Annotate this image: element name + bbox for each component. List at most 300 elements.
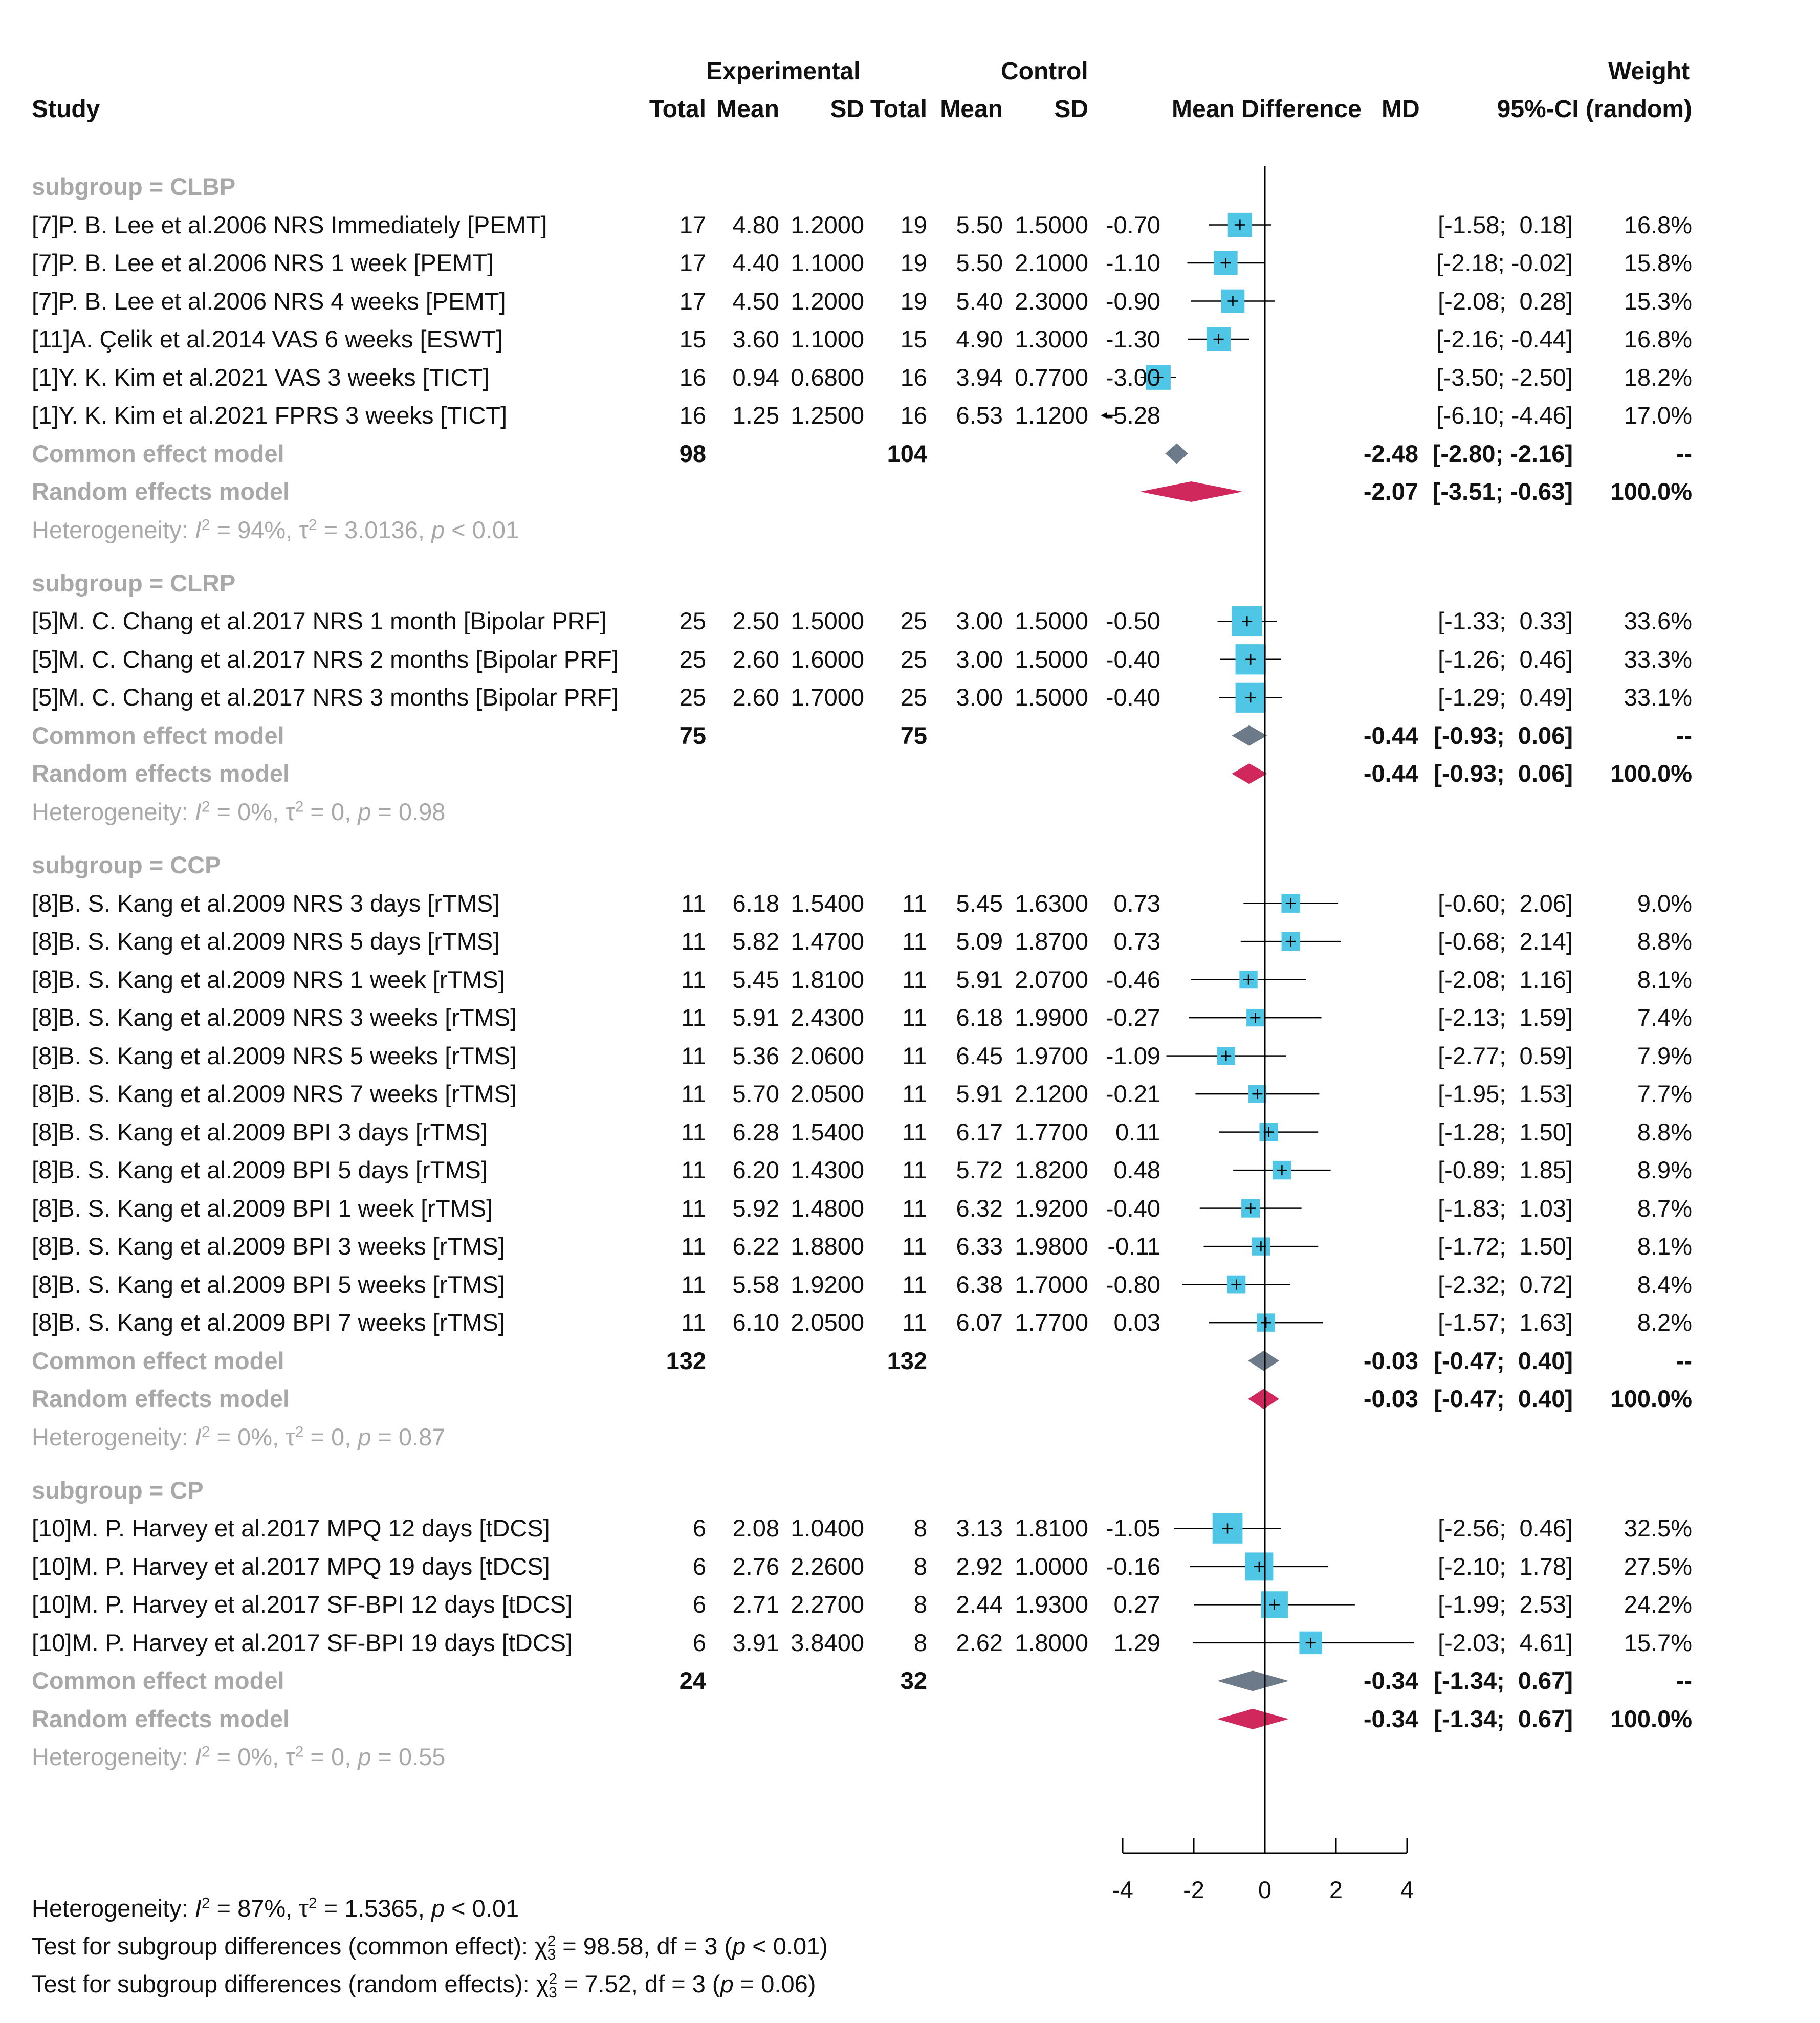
sd-e-cell: 1.0400 <box>791 1514 864 1542</box>
random-effects-diamond <box>1140 481 1242 502</box>
weight-cell: 8.1% <box>1637 965 1692 993</box>
md-cell: 1.29 <box>1113 1629 1160 1656</box>
md-header: MD <box>1382 96 1420 123</box>
mean-e-cell: 6.22 <box>732 1233 779 1260</box>
weight-cell: 33.3% <box>1624 645 1692 673</box>
mean-e-cell: 1.25 <box>732 402 779 429</box>
ci-cell: [-0.60; 2.06] <box>1438 889 1573 917</box>
md-cell: 0.73 <box>1113 889 1160 917</box>
weight-cell: 16.8% <box>1624 211 1692 238</box>
study-name: [1]Y. K. Kim et al.2021 VAS 3 weeks [TICT] <box>32 363 490 391</box>
mean-c-cell: 5.91 <box>956 965 1003 993</box>
total-e-header: Total <box>649 96 706 123</box>
sd-c-cell: 1.9800 <box>1015 1233 1088 1260</box>
total-e-cell: 11 <box>681 1270 706 1298</box>
mean-e-cell: 5.91 <box>732 1004 779 1031</box>
study-name: [8]B. S. Kang et al.2009 NRS 5 days [rTMS] <box>32 928 500 955</box>
weight-cell: 8.2% <box>1637 1309 1692 1336</box>
total-e-cell: 25 <box>679 684 706 711</box>
ci-cell: [-2.18; -0.02] <box>1436 249 1573 276</box>
md-cell: 0.48 <box>1113 1156 1160 1184</box>
mean-c-cell: 3.00 <box>956 684 1003 711</box>
mean-c-cell: 5.50 <box>956 211 1003 238</box>
ci-cell: [-1.28; 1.50] <box>1438 1118 1573 1146</box>
md-cell: -1.10 <box>1105 249 1160 276</box>
md-cell: -1.05 <box>1105 1514 1160 1542</box>
weight-cell: 7.7% <box>1637 1080 1692 1108</box>
sd-e-cell: 1.4800 <box>791 1194 864 1222</box>
study-name: [5]M. C. Chang et al.2017 NRS 2 months [Bipolar PRF] <box>32 645 619 673</box>
study-name: [7]P. B. Lee et al.2006 NRS 4 weeks [PEMT] <box>32 287 506 315</box>
sd-c-cell: 1.8100 <box>1015 1514 1088 1542</box>
random-effects-diamond <box>1217 1709 1289 1729</box>
sd-e-cell: 1.5400 <box>791 889 864 917</box>
common-total-c: 32 <box>900 1667 927 1695</box>
mean-e-cell: 2.76 <box>732 1552 779 1580</box>
weight-cell: 8.1% <box>1637 1233 1692 1260</box>
weight-cell: 24.2% <box>1624 1591 1692 1618</box>
weight-cell: 17.0% <box>1624 402 1692 429</box>
study-name: [1]Y. K. Kim et al.2021 FPRS 3 weeks [TICT] <box>32 402 508 429</box>
x-tick-label: -2 <box>1183 1876 1204 1903</box>
mean-c-cell: 5.45 <box>956 889 1003 917</box>
random-weight: 100.0% <box>1610 478 1692 505</box>
common-total-e: 24 <box>679 1667 706 1695</box>
md-cell: 0.03 <box>1113 1309 1160 1336</box>
total-e-cell: 11 <box>681 965 706 993</box>
random-md: -0.44 <box>1363 760 1418 787</box>
sd-e-cell: 0.6800 <box>791 363 864 391</box>
md-cell: -0.70 <box>1105 211 1160 238</box>
common-total-c: 132 <box>887 1347 927 1374</box>
mean-e-cell: 3.60 <box>732 325 779 353</box>
weight-cell: 15.7% <box>1624 1629 1692 1656</box>
random-weight: 100.0% <box>1610 760 1692 787</box>
md-cell: -0.40 <box>1105 645 1160 673</box>
sd-e-cell: 1.5000 <box>791 607 864 635</box>
study-name: [7]P. B. Lee et al.2006 NRS Immediately [PEMT] <box>32 211 547 238</box>
subgroup-test-common: Test for subgroup differences (common effect): $\chi^2_3 = 98.58$, df = 3 (p < 0.01) <box>32 1932 828 1964</box>
sd-c-cell: 1.9900 <box>1015 1004 1088 1031</box>
common-weight: -- <box>1676 1347 1692 1374</box>
x-tick-label: 2 <box>1329 1876 1343 1903</box>
overall-heterogeneity: Heterogeneity: $I^2 = 87\%$, $\tau^2 = 1.5365$, p < 0.01 <box>32 1895 519 1922</box>
subgroup-test-random: Test for subgroup differences (random effects): $\chi^2_3 = 7.52$, df = 3 (p = 0.06) <box>32 1970 816 2002</box>
mean-e-cell: 6.10 <box>732 1309 779 1336</box>
study-name: [8]B. S. Kang et al.2009 BPI 5 days [rTMS] <box>32 1156 488 1184</box>
mean-c-cell: 3.00 <box>956 645 1003 673</box>
sd-e-cell: 2.0500 <box>791 1080 864 1108</box>
total-c-cell: 11 <box>902 1004 927 1031</box>
sd-e-cell: 3.8400 <box>791 1629 864 1656</box>
random-effects-diamond <box>1248 1389 1279 1409</box>
total-c-cell: 11 <box>902 889 927 917</box>
ci-cell: [-1.58; 0.18] <box>1438 211 1573 238</box>
weight-cell: 16.8% <box>1624 325 1692 353</box>
common-ci: [-2.80; -2.16] <box>1432 439 1573 467</box>
sd-c-cell: 1.1200 <box>1015 402 1088 429</box>
common-md: -2.48 <box>1363 439 1418 467</box>
total-e-cell: 25 <box>679 645 706 673</box>
total-e-cell: 11 <box>681 1194 706 1222</box>
random-effects-label: Random effects model <box>32 1705 290 1732</box>
total-e-cell: 15 <box>679 325 706 353</box>
weight-cell: 9.0% <box>1637 889 1692 917</box>
mean-c-cell: 6.33 <box>956 1233 1003 1260</box>
ci-cell: [-1.99; 2.53] <box>1438 1591 1573 1618</box>
total-e-cell: 11 <box>681 928 706 955</box>
random-weight: 100.0% <box>1610 1385 1692 1413</box>
total-e-cell: 16 <box>679 402 706 429</box>
study-header: Study <box>32 96 100 123</box>
total-c-cell: 11 <box>902 1309 927 1336</box>
sd-e-cell: 1.1000 <box>791 325 864 353</box>
common-weight: -- <box>1676 439 1692 467</box>
subgroup-label: subgroup = CCP <box>32 851 221 879</box>
common-md: -0.03 <box>1363 1347 1418 1374</box>
study-name: [5]M. C. Chang et al.2017 NRS 3 months [Bipolar PRF] <box>32 684 619 711</box>
common-md: -0.34 <box>1363 1667 1418 1695</box>
common-total-e: 98 <box>679 439 706 467</box>
md-cell: -0.90 <box>1105 287 1160 315</box>
sd-e-cell: 1.2000 <box>791 211 864 238</box>
sd-c-header: SD <box>1054 96 1088 123</box>
mean-e-cell: 2.71 <box>732 1591 779 1618</box>
ci-cell: [-2.77; 0.59] <box>1438 1042 1573 1069</box>
total-e-cell: 16 <box>679 363 706 391</box>
mean-e-cell: 5.70 <box>732 1080 779 1108</box>
weight-cell: 15.3% <box>1624 287 1692 315</box>
sd-c-cell: 1.5000 <box>1015 645 1088 673</box>
weight-cell: 33.1% <box>1624 684 1692 711</box>
md-cell: -0.11 <box>1107 1233 1160 1260</box>
random-ci: [-3.51; -0.63] <box>1432 478 1573 505</box>
study-name: [8]B. S. Kang et al.2009 NRS 7 weeks [rTMS] <box>32 1080 517 1108</box>
weight-cell: 15.8% <box>1624 249 1692 276</box>
random-ci: [-0.47; 0.40] <box>1434 1385 1573 1413</box>
weight-cell: 7.9% <box>1637 1042 1692 1069</box>
weight-cell: 8.7% <box>1637 1194 1692 1222</box>
mean-e-cell: 2.60 <box>732 645 779 673</box>
study-name: [8]B. S. Kang et al.2009 NRS 5 weeks [rTMS] <box>32 1042 517 1069</box>
mean-e-cell: 6.18 <box>732 889 779 917</box>
study-name: [10]M. P. Harvey et al.2017 SF-BPI 12 days [tDCS] <box>32 1591 573 1618</box>
sd-c-cell: 1.9200 <box>1015 1194 1088 1222</box>
ci-cell: [-1.26; 0.46] <box>1438 645 1573 673</box>
study-name: [10]M. P. Harvey et al.2017 SF-BPI 19 days [tDCS] <box>32 1629 573 1656</box>
sd-c-cell: 0.7700 <box>1015 363 1088 391</box>
mean-c-cell: 2.92 <box>956 1552 1003 1580</box>
study-name: [8]B. S. Kang et al.2009 BPI 1 week [rTMS] <box>32 1194 493 1222</box>
mean-e-cell: 6.28 <box>732 1118 779 1146</box>
sd-e-cell: 1.2500 <box>791 402 864 429</box>
ci-cell: [-2.08; 0.28] <box>1438 287 1573 315</box>
weight-cell: 8.8% <box>1637 1118 1692 1146</box>
mean-e-cell: 2.60 <box>732 684 779 711</box>
sd-c-cell: 2.0700 <box>1015 965 1088 993</box>
mean-c-cell: 3.13 <box>956 1514 1003 1542</box>
total-c-cell: 11 <box>902 1156 927 1184</box>
subgroup-label: subgroup = CLRP <box>32 569 236 597</box>
total-c-cell: 19 <box>900 249 927 276</box>
sd-e-cell: 2.4300 <box>791 1004 864 1031</box>
total-c-cell: 15 <box>900 325 927 353</box>
random-ci: [-1.34; 0.67] <box>1434 1705 1573 1732</box>
random-md: -0.34 <box>1363 1705 1418 1732</box>
mean-e-cell: 0.94 <box>732 363 779 391</box>
mean-c-cell: 4.90 <box>956 325 1003 353</box>
study-name: [8]B. S. Kang et al.2009 BPI 5 weeks [rTMS] <box>32 1270 505 1298</box>
total-c-cell: 11 <box>902 1042 927 1069</box>
sd-e-cell: 1.8800 <box>791 1233 864 1260</box>
mean-c-cell: 5.72 <box>956 1156 1003 1184</box>
random-ci: [-0.93; 0.06] <box>1434 760 1573 787</box>
md-cell: -0.27 <box>1105 1004 1160 1031</box>
total-c-cell: 19 <box>900 211 927 238</box>
mean-e-cell: 4.50 <box>732 287 779 315</box>
sd-c-cell: 1.5000 <box>1015 607 1088 635</box>
sd-c-cell: 1.9300 <box>1015 1591 1088 1618</box>
weight-cell: 7.4% <box>1637 1004 1692 1031</box>
random-weight: 100.0% <box>1610 1705 1692 1732</box>
common-effect-diamond <box>1165 444 1188 464</box>
md-cell: -0.50 <box>1105 607 1160 635</box>
ci-header: 95%-CI (random) <box>1497 96 1692 123</box>
mean-e-cell: 5.45 <box>732 965 779 993</box>
mean-e-header: Mean <box>716 96 779 123</box>
sd-e-cell: 1.7000 <box>791 684 864 711</box>
common-effect-diamond <box>1217 1670 1289 1691</box>
sd-c-cell: 1.5000 <box>1015 684 1088 711</box>
subgroup-heterogeneity: Heterogeneity: $I^2 = 94\%$, $\tau^2 = 3.0136$, p < 0.01 <box>32 516 519 543</box>
random-effects-diamond <box>1232 763 1267 784</box>
mean-c-header: Mean <box>940 96 1003 123</box>
mean-e-cell: 5.92 <box>732 1194 779 1222</box>
sd-c-cell: 1.6300 <box>1015 889 1088 917</box>
sd-e-cell: 1.2000 <box>791 287 864 315</box>
sd-e-header: SD <box>830 96 864 123</box>
ci-cell: [-1.72; 1.50] <box>1438 1233 1573 1260</box>
md-cell: -0.40 <box>1105 1194 1160 1222</box>
mean-c-cell: 3.00 <box>956 607 1003 635</box>
study-name: [8]B. S. Kang et al.2009 BPI 7 weeks [rTMS] <box>32 1309 505 1336</box>
ci-cell: [-0.68; 2.14] <box>1438 928 1573 955</box>
common-total-c: 104 <box>887 439 927 467</box>
random-effects-label: Random effects model <box>32 1385 290 1413</box>
ci-cell: [-2.03; 4.61] <box>1438 1629 1573 1656</box>
mean-c-cell: 6.53 <box>956 402 1003 429</box>
total-e-cell: 11 <box>681 1309 706 1336</box>
ci-cell: [-1.95; 1.53] <box>1438 1080 1573 1108</box>
mean-c-cell: 2.44 <box>956 1591 1003 1618</box>
weight-header: Weight <box>1608 58 1690 85</box>
ci-cell: [-3.50; -2.50] <box>1436 363 1573 391</box>
total-e-cell: 11 <box>681 1233 706 1260</box>
study-name: [10]M. P. Harvey et al.2017 MPQ 12 days [tDCS] <box>32 1514 550 1542</box>
md-cell: -0.80 <box>1105 1270 1160 1298</box>
study-name: [7]P. B. Lee et al.2006 NRS 1 week [PEMT] <box>32 249 494 276</box>
sd-c-cell: 1.7000 <box>1015 1270 1088 1298</box>
total-c-cell: 16 <box>900 402 927 429</box>
weight-cell: 8.8% <box>1637 928 1692 955</box>
sd-c-cell: 1.0000 <box>1015 1552 1088 1580</box>
study-name: [8]B. S. Kang et al.2009 NRS 3 days [rTMS] <box>32 889 500 917</box>
mean-c-cell: 6.17 <box>956 1118 1003 1146</box>
mean-c-cell: 6.45 <box>956 1042 1003 1069</box>
mean-e-cell: 5.58 <box>732 1270 779 1298</box>
total-c-cell: 19 <box>900 287 927 315</box>
md-cell: -0.16 <box>1105 1552 1160 1580</box>
sd-e-cell: 2.2700 <box>791 1591 864 1618</box>
sd-e-cell: 1.4300 <box>791 1156 864 1184</box>
total-c-cell: 25 <box>900 684 927 711</box>
sd-e-cell: 1.5400 <box>791 1118 864 1146</box>
common-effect-diamond <box>1248 1351 1279 1371</box>
md-cell: 0.73 <box>1113 928 1160 955</box>
total-c-cell: 8 <box>913 1629 927 1656</box>
md-cell: -0.46 <box>1105 965 1160 993</box>
ci-cell: [-2.08; 1.16] <box>1438 965 1573 993</box>
sd-c-cell: 1.8200 <box>1015 1156 1088 1184</box>
mean-c-cell: 5.40 <box>956 287 1003 315</box>
weight-cell: 8.9% <box>1637 1156 1692 1184</box>
ci-cell: [-1.57; 1.63] <box>1438 1309 1573 1336</box>
ci-cell: [-2.13; 1.59] <box>1438 1004 1573 1031</box>
md-cell: -1.30 <box>1105 325 1160 353</box>
ci-cell: [-2.10; 1.78] <box>1438 1552 1573 1580</box>
common-total-e: 132 <box>666 1347 706 1374</box>
sd-c-cell: 2.1200 <box>1015 1080 1088 1108</box>
total-c-header: Total <box>870 96 927 123</box>
study-name: [8]B. S. Kang et al.2009 BPI 3 days [rTMS] <box>32 1118 488 1146</box>
mean-c-cell: 5.50 <box>956 249 1003 276</box>
total-c-cell: 11 <box>902 965 927 993</box>
x-tick-label: -4 <box>1112 1876 1133 1903</box>
total-e-cell: 25 <box>679 607 706 635</box>
mean-c-cell: 6.07 <box>956 1309 1003 1336</box>
total-e-cell: 11 <box>681 1118 706 1146</box>
x-tick-label: 0 <box>1258 1876 1272 1903</box>
sd-c-cell: 2.3000 <box>1015 287 1088 315</box>
experimental-header: Experimental <box>706 58 861 85</box>
total-e-cell: 11 <box>681 1156 706 1184</box>
total-c-cell: 8 <box>913 1514 927 1542</box>
weight-cell: 33.6% <box>1624 607 1692 635</box>
total-e-cell: 17 <box>679 249 706 276</box>
total-e-cell: 6 <box>692 1514 706 1542</box>
control-header: Control <box>1001 58 1088 85</box>
total-c-cell: 8 <box>913 1591 927 1618</box>
random-md: -0.03 <box>1363 1385 1418 1413</box>
ci-cell: [-2.32; 0.72] <box>1438 1270 1573 1298</box>
weight-cell: 18.2% <box>1624 363 1692 391</box>
study-name: [8]B. S. Kang et al.2009 BPI 3 weeks [rTMS] <box>32 1233 505 1260</box>
sd-c-cell: 1.7700 <box>1015 1118 1088 1146</box>
ci-cell: [-6.10; -4.46] <box>1436 402 1573 429</box>
common-effect-label: Common effect model <box>32 1347 284 1374</box>
total-e-cell: 11 <box>681 1004 706 1031</box>
x-tick-label: 4 <box>1400 1876 1414 1903</box>
mean-e-cell: 5.36 <box>732 1042 779 1069</box>
ci-cell: [-1.83; 1.03] <box>1438 1194 1573 1222</box>
mean-c-cell: 5.91 <box>956 1080 1003 1108</box>
mean-c-cell: 3.94 <box>956 363 1003 391</box>
common-effect-label: Common effect model <box>32 439 284 467</box>
sd-e-cell: 1.4700 <box>791 928 864 955</box>
ci-cell: [-2.56; 0.46] <box>1438 1514 1573 1542</box>
ci-cell: [-0.89; 1.85] <box>1438 1156 1573 1184</box>
total-c-cell: 8 <box>913 1552 927 1580</box>
common-total-e: 75 <box>679 721 706 749</box>
sd-e-cell: 2.0500 <box>791 1309 864 1336</box>
study-name: [5]M. C. Chang et al.2017 NRS 1 month [Bipolar PRF] <box>32 607 607 635</box>
total-e-cell: 11 <box>681 889 706 917</box>
sd-c-cell: 1.8000 <box>1015 1629 1088 1656</box>
total-e-cell: 6 <box>692 1591 706 1618</box>
sd-c-cell: 1.5000 <box>1015 211 1088 238</box>
common-weight: -- <box>1676 721 1692 749</box>
common-effect-diamond <box>1232 725 1267 746</box>
subgroup-heterogeneity: Heterogeneity: $I^2 = 0\%$, $\tau^2 = 0$, p = 0.87 <box>32 1423 446 1450</box>
weight-cell: 32.5% <box>1624 1514 1692 1542</box>
total-c-cell: 11 <box>902 1080 927 1108</box>
common-ci: [-0.47; 0.40] <box>1434 1347 1573 1374</box>
total-e-cell: 17 <box>679 287 706 315</box>
total-e-cell: 17 <box>679 211 706 238</box>
mean-c-cell: 2.62 <box>956 1629 1003 1656</box>
common-effect-label: Common effect model <box>32 1667 284 1695</box>
random-effects-label: Random effects model <box>32 760 290 787</box>
subgroup-label: subgroup = CP <box>32 1476 204 1504</box>
study-name: [8]B. S. Kang et al.2009 NRS 1 week [rTMS] <box>32 965 505 993</box>
study-name: [8]B. S. Kang et al.2009 NRS 3 weeks [rTMS] <box>32 1004 517 1031</box>
mean-e-cell: 2.08 <box>732 1514 779 1542</box>
subgroup-heterogeneity: Heterogeneity: $I^2 = 0\%$, $\tau^2 = 0$, p = 0.55 <box>32 1743 446 1771</box>
random-md: -2.07 <box>1363 478 1418 505</box>
random-effects-label: Random effects model <box>32 478 290 505</box>
study-name: [11]A. Çelik et al.2014 VAS 6 weeks [ESWT] <box>32 325 503 353</box>
md-cell: 0.27 <box>1113 1591 1160 1618</box>
weight-cell: 27.5% <box>1624 1552 1692 1580</box>
total-c-cell: 11 <box>902 1194 927 1222</box>
md-cell: 0.11 <box>1115 1118 1160 1146</box>
total-c-cell: 25 <box>900 645 927 673</box>
total-c-cell: 11 <box>902 1118 927 1146</box>
subgroup-heterogeneity: Heterogeneity: $I^2 = 0\%$, $\tau^2 = 0$, p = 0.98 <box>32 798 446 825</box>
sd-c-cell: 2.1000 <box>1015 249 1088 276</box>
md-cell: -1.09 <box>1105 1042 1160 1069</box>
mean-difference-header: Mean Difference <box>1172 96 1362 123</box>
total-e-cell: 11 <box>681 1080 706 1108</box>
mean-e-cell: 4.80 <box>732 211 779 238</box>
sd-c-cell: 1.8700 <box>1015 928 1088 955</box>
sd-e-cell: 1.9200 <box>791 1270 864 1298</box>
mean-e-cell: 5.82 <box>732 928 779 955</box>
ci-cell: [-1.33; 0.33] <box>1438 607 1573 635</box>
mean-c-cell: 6.32 <box>956 1194 1003 1222</box>
ci-cell: [-2.16; -0.44] <box>1436 325 1573 353</box>
md-cell: -0.21 <box>1105 1080 1160 1108</box>
mean-c-cell: 6.18 <box>956 1004 1003 1031</box>
mean-e-cell: 4.40 <box>732 249 779 276</box>
mean-c-cell: 6.38 <box>956 1270 1003 1298</box>
total-c-cell: 25 <box>900 607 927 635</box>
md-cell: -3.00 <box>1105 363 1160 391</box>
sd-e-cell: 1.6000 <box>791 645 864 673</box>
common-ci: [-0.93; 0.06] <box>1434 721 1573 749</box>
total-e-cell: 11 <box>681 1042 706 1069</box>
common-effect-label: Common effect model <box>32 721 284 749</box>
